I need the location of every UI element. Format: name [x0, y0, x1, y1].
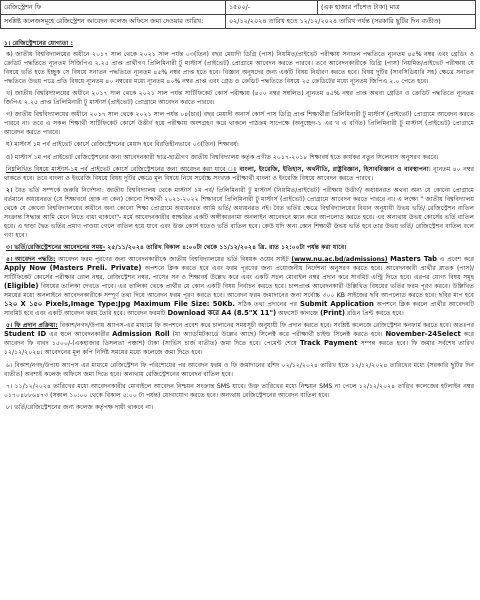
- notice-body: [4, 36, 474, 415]
- eligibility-ga: গ) জাতীয় বিশ্ববিদ্যালয়ের অধীনে ২০১৭ সাল থেকে ২০২১ সাল পর্যন্ত ০৪(চার) বছর মেয়াদী অনার্স কোর্স পাস ডিগ্রি প্রাপ্ত শিক্ষার্থীরা প্রিলিমিনারী টু মাস্টার্স (প্রাইভেট) প্রোগ্রামে আবেদন করতে পারবে না। তবে এ সকল শিক্ষার্থী সার্টিফিকেট কোর্সে উত্তীর্ণ হয়ে পরীক্ষায় অংশগ্রহণ করে থাকলে পাঠক্রম সাপেক্ষে (অনুচ্ছেদ-১ এর খ এ বর্ণিত) প্রিলিমিনারী টু মাস্টার্স (প্রাইভেট) প্রোগ্রামে আবেদন করতে পারবে।: [4, 111, 474, 137]
- fee-value: ১৫০০/-: [226, 1, 318, 15]
- application-method-paragraph: ৪। আবেদন পদ্ধতি: আবেদন ফরম পূরণের জন্য আবেদনকারীকে জাতীয় বিশ্ববিদ্যালয়ের ভর্তি বিষয়ক ওয়েব সাইট (www.nu.ac.bd/admissions) Masters Tab এ প্রবেশ করে Apply Now (Masters Preli. Private) অপশনে ক্লিক করতে হবে এবং ফরম পূরণের জন্য প্রয়োজনীয় নির্দেশনা অনুসরণ করতে হবে। আবেদনকারী প্রার্থীর স্নাতক (পাস)/সার্টিফিকেট কোর্সের পরীক্ষার রোল নম্বর, রেজিস্ট্রেশন নম্বর, পাসের সন ও শিক্ষাবর্ষ উল্লেখ করে এবং একটি সচল মোবাইল নম্বর প্রদান করে সাবমিট এন্ট্রি দিতে হবে। এরপর যোগ্য বিষয় সমূহ (Eligible) বিষয়ের তালিকা দেখতে পাবে। এর তালিকা থেকে প্রার্থীর যে কোন একটি বিষয় নির্বাচন করতে হবে। চান্সপ্রাপ্ত আবেদনকারী উল্লিখিত বিষয়ের ভর্তির ফরম পূরণ করবে। উল্লিখিত সময়ের মধ্যে অনলাইনে আবেদনকারীকে সম্পূর্ণ তথ্য দিয়ে আবেদন ফরম পূরণ করতে হবে। আবেদন ফরম জমাদানের জন্য সর্বোচ্চ ৩০০ KB সাইজের ছবি আপলোড করতে হবে। ছবির মাপ হবে ১২০ X ১৫০ Pixels,Image Type:Jpg Maximum File Size: 50Kb. সঠিক তথ্য প্রদানের পর Submit Application অপশনে ক্লিক করলে প্রার্থীর আবেদনটি সাবমিট হবে এবং একটি আবেদন ফরম তৈরি হবে। আবেদন ফরমটি Download করে A4 (8.5"X 11") অফসেট কাগজে (Print) রঙিন প্রিন্ট করতে হবে।: [4, 254, 474, 318]
- eligibility-gha: ঘ) মাস্টার্স ১ম পর্ব প্রাইভেট কোর্সে রেজিস্ট্রেশনের মেয়াদ হবে বিরতিহীনভাবে ০৩(তিন) শিক্ষাবর্ষ।: [6, 141, 239, 149]
- admission-website-link[interactable]: (www.nu.ac.bd/admissions): [291, 255, 388, 263]
- sms-confirmation-paragraph: ৭। ১১/১২/২০২৪ তারিখের মধ্যে আবেদনকারীর মোবাইলে আবেদন নিশ্চয়ন সংক্রান্ত SMS যাবে। উক্ত তারিখের মধ্যে নিশ্চয়ন SMS না পেলে ১২/১২/২০২৪ তারিখ কলেজের হটলাইন নম্বর ০১৭০৪৮৮৬৪৭৩ (সকাল ১০:০০ থেকে বিকাল ৫:০০ টা পর্যন্ত) যোগাযোগ করতে হবে। অন্যথায় রেজিস্ট্রেশনের আবেদন বাতিল হবে।: [4, 382, 474, 399]
- info-table: [0, 0, 476, 29]
- fee-label: রেজিস্ট্রেশন ফি: [1, 1, 226, 15]
- application-time-paragraph: ৩। ভর্তি/রেজিস্ট্রেশনের আবেদনের সময়- ২৫/১১/২০২৪ তারিখ বিকাল ৪:০০টা থেকে ১১/১২/২০২৪ খ্রি. রাত ১২:০০টা পর্যন্ত করা যাবে।: [6, 243, 347, 251]
- eligibility-heading: ১। রেজিস্ট্রেশনের যোগ্যতা :: [4, 40, 73, 47]
- fee-process-paragraph: ৫। ফি প্রদান প্রক্রিয়া: বিকাশ/নগদ/উপায় অ্যাপস-এর মাধ্যমে ফি অপশনে প্রবেশ করে চালানের সময়সূচী অনুযায়ী ফি প্রদান করতে হবে। সংশ্লিষ্ট কলেজে রেজিস্ট্রেশন কনফার্ম করতে হবে। অতঃপর Student ID এর স্থলে আবেদনকারীর Admission Roll (যা অ্যাডমিটকার্ডে উল্লেখ আছে) সিলেক্ট করে পরীক্ষার্থী চাইল্ড সিলেক্ট করতে হবে। November-24Select করে আবেদন ফি বাবদ ১৫০০/-(একহাজার ডিসলতা পঞ্চাশ) টাকা (সার্ভিস চার্জ ব্যতীত) জমা দিতে হবে। পেমেন্ট শেষে Track Payment সম্পন্ন করতে হবে। ফি জমার সর্বশেষ তারিখ ১২/১২/২০২৪। আবেদনের মূল কপি নির্দিষ্ট সময়ের মধ্যে কলেজে জমা দিতে হবে।: [4, 322, 475, 357]
- fee-note: (এক হাজার পাঁচশত টাকা) মাত্র: [318, 1, 476, 15]
- submit-form-paragraph: ৬। বিকাশ/নগদ/উপায় অ্যাপস এর মাধ্যমে রেজিস্ট্রেশন ফি পরিশোধের পর আবেদন ফরম ও ফি জমাদানের রশিদ ০২/১২/২০২৪ তারিখ হতে ১২/১২/২০২৪ তারিখের মধ্যে (সরকারি ছুটির দিন ব্যতীত) অবশ্যই কলেজ অফিসে জমা দিতে হবে। অন্যথায় রেজিস্ট্রেশনের আবেদন বাতিল হবে।: [4, 361, 474, 378]
- table-row: [1, 1, 476, 15]
- table-row: [1, 15, 476, 29]
- subjects-paragraph: নিম্নলিখিত বিষয়ে মাস্টার্স-১ম পর্ব প্রাইভেট কোর্সে রেজিস্ট্রেশনের জন্য আবেদন করা যাবে ঃ বাংলা, ইংরেজি, ইতিহাস, অর্থনীতি, রাষ্ট্রবিজ্ঞান, হিসাববিজ্ঞান ও ব্যবস্থাপনা। ন্যূনতম ৪০ নম্বর থাকতে হবে। তবে বাংলা ও ইংরেজি বিষয়ে বিষয় দুটির ক্ষেত্রে মূল বিষয়ে নিয়ে সর্বোচ্চ সংখ্যক পরীক্ষার্থী বাংলা ও ইংরেজি বিষয়ে আবেদন করতে পারবে।: [4, 165, 474, 182]
- eligibility-kha: খ) জাতীয় বিশ্ববিদ্যালয়ের অধীনে ২০১৭ সাল থেকে ২০২১ সাল পর্যন্ত সার্টিফিকেট কোর্স পরীক্ষায় (৪০০ নম্বর সম্বলিত) ন্যূনতম ৪৫% নম্বর প্রাপ্ত অথবা গ্রেডিং ও ক্রেডিট পদ্ধতিতে ন্যূনতম জিপিএ ২.২৫ প্রাপ্ত প্রিলিমিনারী টু মাস্টার্স (প্রাইভেট) প্রোগ্রামে আবেদন করতে পারবে।: [4, 90, 474, 107]
- eligibility-ka: ক) জাতীয় বিশ্ববিদ্যালয়ের অধীনে ২০১৭ সাল থেকে ২০২১ সাল পর্যন্ত ০৩(তিন) বছর মেয়াদী ডিগ্রি (পাস) নিয়মিত/প্রাইভেট পরীক্ষায় সনাতন পদ্ধতিতে ন্যূনতম ৪৫% নম্বর এবং গ্রেডিং ও ক্রেডিট পদ্ধতিতে ন্যূনতম সিজিপিএ ২.২৫ প্রাপ্ত প্রার্থীগণ প্রিলিমিনারী টু মাস্টার্স (প্রাইভেট) প্রোগ্রামে আবেদন করতে পারবে। তবে আবেদনকারীকে ডিগ্রি (পাস) নিয়মিত/প্রাইভেট পরীক্ষায় যে বিষয়ে ভর্তি হতে ইচ্ছুক সে বিষয়ে সনাতন পদ্ধতিতে ন্যূনতম ৪৫% নম্বর প্রাপ্ত হতে হবে। বিজ্ঞান অনুষদের জন্য একটি বিষয় নির্ধারণ করতে হবে। বিষয় দুটির (সাবসিডিয়ারি সহ) ক্ষেত্রে সনাতন পদ্ধতিতে উভয় পত্রে প্রতি বিষয়ে ন্যূনতম ৪০ নম্বরের মধ্যে ন্যূনতম ৪০% নম্বর প্রাপ্ত এবং গ্রেড ও ক্রেডিট পদ্ধতিতে বিষয়ে ২৫ ক্রেডিটের মধ্যে ন্যূনতম জিপিএ ২.০ পেতে হবে।: [4, 51, 474, 86]
- college-responsibility-paragraph: ৮। ভর্তি/রেজিস্ট্রেশনের জন্য কলেজ কর্তৃপক্ষ দায়ী থাকবে না।: [6, 403, 154, 411]
- submission-value: ০২/১২/২০২৪ তারিখ হতে ১২/১২/২০২৪ তারিখ পর্যন্ত (সরকারি ছুটির দিন ব্যতীত): [226, 15, 476, 29]
- submission-label: সংশ্লিষ্ট কলেজসমূহে রেজিস্ট্রেশন আবেদন কলেজ অফিসে জমা দেওয়ার তারিখ:: [1, 15, 226, 29]
- dual-admission-paragraph: ২। বৈত ভর্তি সম্পর্কে জরুরি নির্দেশনা: জাতীয় বিশ্ববিদ্যালয় থেকে মাস্টার্স ১ম পর্ব/ প্রিলিমিনারী টু মাস্টার্স (নিয়মিত/প্রাইভেট) পরীক্ষায় উত্তীর্ণ/ অধ্যয়নরত অথবা অন্য যে কোনো প্রোগ্রামে বর্তমানে অধ্যয়নরত (যে শিক্ষাবর্ষে হোক না কেন) কোনো শিক্ষার্থী ২০২১-২০২২ শিক্ষাবর্ষে প্রিলিমিনারী টু মাস্টার্স (প্রাইভেট) প্রোগ্রামে আবেদন করতে পারবে না। এ লক্ষ্যে " জাতীয় বিশ্ববিদ্যালয় থেকে যে কোনো বিশ্ববিদ্যালয়ের অধীনে অন্য কোনো শিক্ষা প্রোগ্রামে অধ্যয়নরত আমি ভর্তি/ অধ্যয়নরত নই। বৈত ভর্তির ক্ষেত্রে বিশ্ববিদ্যালয়ের বিধান অনুযায়ী উভয় ভর্তি/ রেজিস্ট্রেশন বাতিল সংক্রান্ত সিদ্ধান্ত আমি মেনে নিতে বাধ্য থাকবো"- মর্মে আবেদনকারীর স্বাক্ষরিত একটি অঙ্গীকারনামা অনলাইন আবেদনে স্ক্যান করে আপলোড করতে হবে। এর অন্যথায় উভয় কোর্সের ভর্তি বাতিল হবে। এ ছাড়া দ্বৈত ভর্তির প্রমাণ পাওয়া গেলে বাতিল হয়ে যাবে এবং উক্ত কোর্স হতেও ভর্তি বাতিল হবে। কেউ যদি অন্য কোন শিক্ষার্থী উভয় ভর্তি হবে তার উভয় ভর্তি/ রেজিস্ট্রেশন বাতিল বলে গণ্য হবে।: [4, 186, 474, 239]
- eligibility-umo: ঙ) মাস্টার্স ১ম পর্ব প্রাইভেট রেজিস্ট্রেশনের জন্য আবেদনকারী ছাত্র-ছাত্রীগণ জাতীয় বিশ্ববিদ্যালয় কর্তৃক প্রণীত ২০১৭-২০১৮ শিক্ষাবর্ষ হতে কার্যকর নতুন সিলেবাস অনুসরণ করবে।: [6, 153, 439, 161]
